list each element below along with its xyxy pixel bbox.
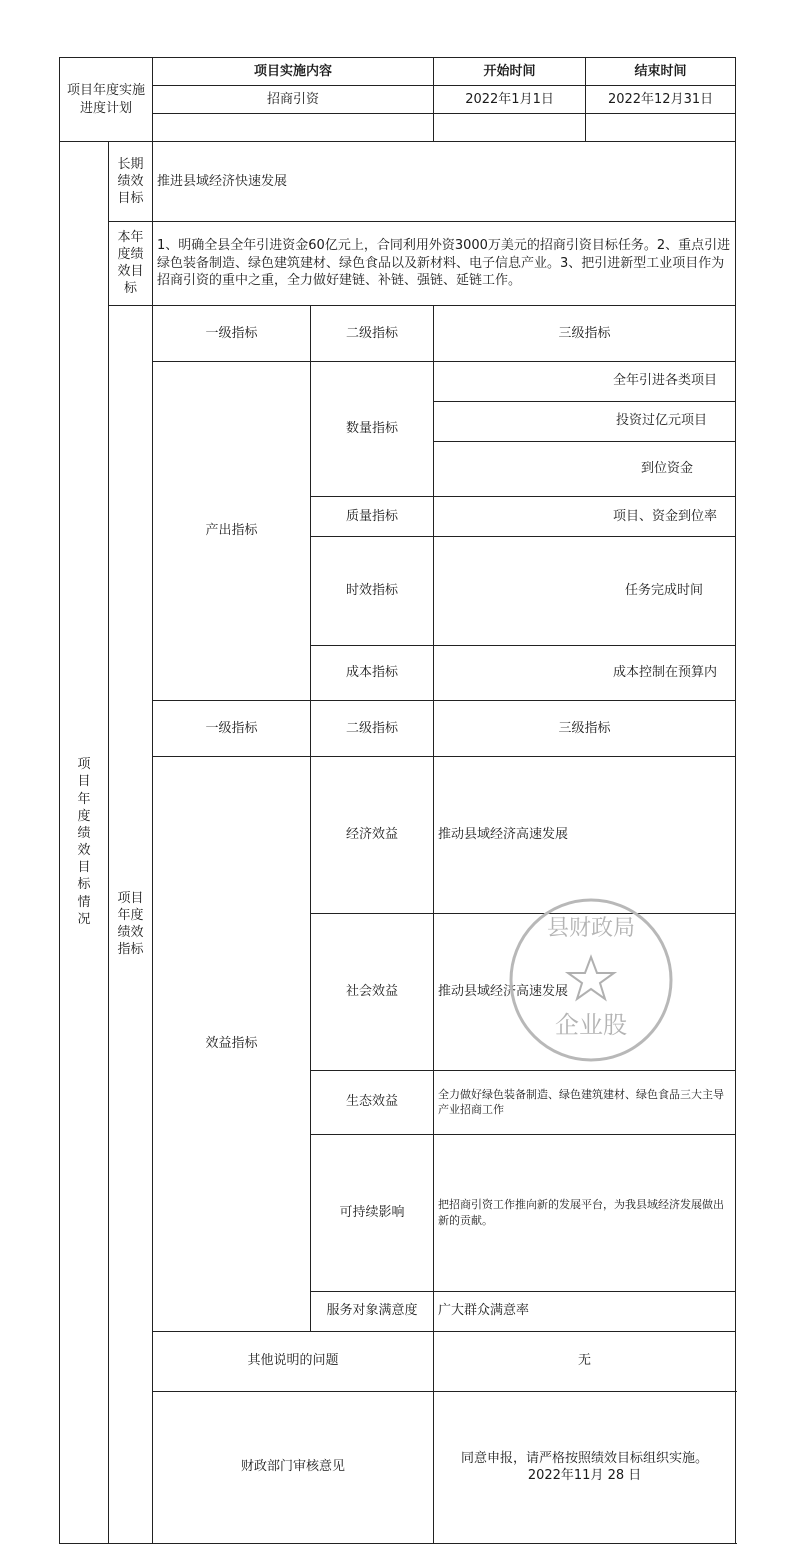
seal-text: 县财政局: [546, 916, 636, 941]
benefit-l2: 服务对象满意度: [311, 1291, 434, 1331]
header-level3: 三级指标: [434, 701, 736, 757]
schedule-content: 招商引资: [153, 86, 434, 114]
finance-date: 2022年11月 28 日: [527, 1468, 642, 1484]
benefit-l2: 社会效益: [311, 913, 434, 1070]
cost-indicator: 成本指标: [311, 645, 434, 701]
output-l3: 项目、资金到位率: [434, 497, 736, 537]
long-term-label: 长期绩效目标: [109, 142, 153, 222]
header-level3: 三级指标: [434, 306, 736, 362]
seal-subtext: 企业股: [555, 1011, 627, 1039]
benefit-l3: 把招商引资工作推向新的发展平台，为我县域经济发展做出新的贡献。: [434, 1134, 736, 1291]
targets-section-label: 项目年度绩效目标情况: [60, 142, 109, 1544]
finance-opinion-cell: [434, 1391, 736, 1543]
benefit-level1: 效益指标: [153, 756, 311, 1331]
finance-seal: [506, 895, 676, 1065]
schedule-start: 2022年1月1日: [434, 86, 586, 114]
seal-star-icon: [568, 957, 614, 999]
indicator-label: 项目年度绩效指标: [109, 306, 153, 1544]
quantity-indicator: 数量指标: [311, 361, 434, 497]
finance-label: 财政部门审核意见: [153, 1391, 434, 1543]
output-l3: 到位资金: [434, 441, 736, 497]
other-value: 无: [434, 1331, 736, 1391]
output-l3: 投资过亿元项目: [434, 401, 736, 441]
benefit-l3: 广大群众满意率: [434, 1291, 736, 1331]
annual-value: 1、明确全县全年引进资金60亿元上，合同利用外资3000万美元的招商引资目标任务。2、重点引进绿色装备制造、绿色建筑建材、绿色食品以及新材料、电子信息产业。3、把引进新型工业项目作为招商引资的重中之重，全力做好建链、补链、强链、延链工作。: [153, 222, 736, 306]
schedule-end-header: 结束时间: [586, 58, 736, 86]
output-l3: 成本控制在预算内: [434, 645, 736, 701]
schedule-empty: [153, 114, 434, 142]
benefit-l2: 生态效益: [311, 1070, 434, 1134]
header-level1: 一级指标: [153, 306, 311, 362]
output-l3: 任务完成时间: [434, 537, 736, 645]
schedule-empty: [434, 114, 586, 142]
benefit-l2: 经济效益: [311, 756, 434, 913]
finance-opinion: 同意申报，请严格按照绩效目标组织实施。: [461, 1450, 709, 1466]
benefit-l2: 可持续影响: [311, 1134, 434, 1291]
header-level1: 一级指标: [153, 701, 311, 757]
schedule-end: 2022年12月31日: [586, 86, 736, 114]
quality-indicator: 质量指标: [311, 497, 434, 537]
annual-label: 本年度绩效目标: [109, 222, 153, 306]
benefit-l3: 推动县域经济高速发展: [434, 913, 736, 1070]
header-level2: 二级指标: [311, 306, 434, 362]
output-level1: 产出指标: [153, 361, 311, 701]
long-term-value: 推进县域经济快速发展: [153, 142, 736, 222]
schedule-start-header: 开始时间: [434, 58, 586, 86]
benefit-l3: 全力做好绿色装备制造、绿色建筑建材、绿色食品三大主导产业招商工作: [434, 1070, 736, 1134]
header-level2: 二级指标: [311, 701, 434, 757]
benefit-l3: 推动县域经济高速发展: [434, 756, 736, 913]
schedule-label: 项目年度实施进度计划: [60, 58, 153, 142]
output-l3: 全年引进各类项目: [434, 361, 736, 401]
other-label: 其他说明的问题: [153, 1331, 434, 1391]
schedule-empty: [586, 114, 736, 142]
schedule-content-header: 项目实施内容: [153, 58, 434, 86]
performance-form: [59, 57, 736, 1544]
timeliness-indicator: 时效指标: [311, 537, 434, 645]
